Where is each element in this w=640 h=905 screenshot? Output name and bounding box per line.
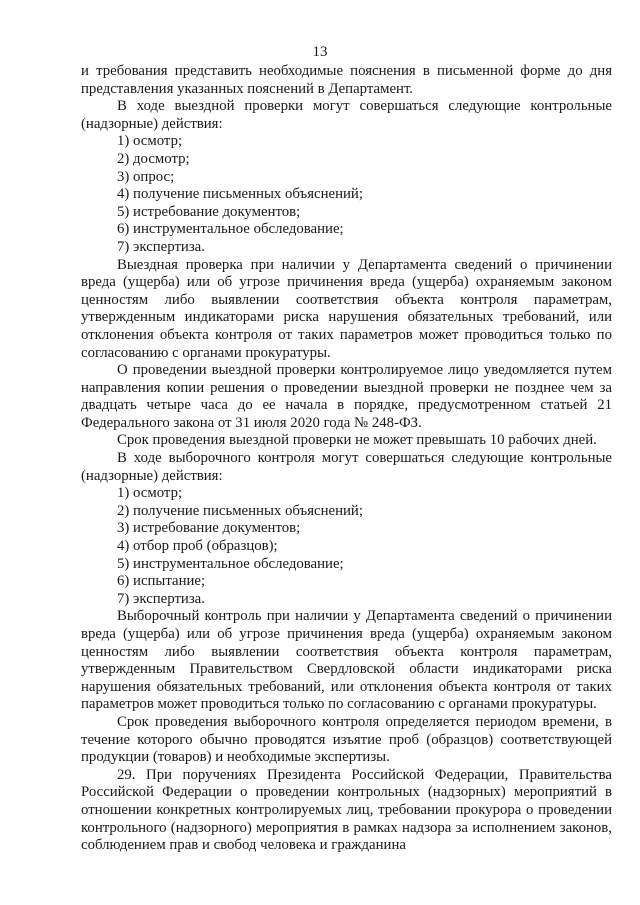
list-item: 3) истребование документов;	[117, 520, 301, 537]
document-body	[81, 63, 612, 855]
list-item: 3) опрос;	[117, 168, 175, 185]
list-item: 1) осмотр;	[117, 133, 183, 150]
paragraph: Выборочный контроль при наличии у Департамента сведений о причинении вреда (ущерба) или об угрозе причинения вреда (ущерба) охраняемым законом ценностям либо выявлении соответствия объекта контроля параметрам, утвержденным Правительством Свердловской области индикаторами риска нарушения обязательных требований, или отклонения объекта контроля от таких параметров может проводиться только по согласованию с органами прокуратуры.	[81, 608, 612, 713]
continued-paragraph: и требования представить необходимые пояснения в письменной форме до дня представления указанных пояснений в Департамент.	[81, 63, 612, 97]
list-item: 2) досмотр;	[117, 150, 190, 167]
list-item: 2) получение письменных объяснений;	[117, 502, 363, 519]
list-item: 6) испытание;	[117, 573, 206, 590]
list-item: 4) получение письменных объяснений;	[117, 186, 363, 203]
paragraph: О проведении выездной проверки контролируемое лицо уведомляется путем направления копии решения о проведении выездной проверки не позднее чем за двадцать четыре часа до ее начала в порядке, предусмотренном статьей 21 Федерального закона от 31 июля 2020 года № 248-ФЗ.	[81, 362, 612, 431]
list-item: 5) инструментальное обследование;	[117, 555, 344, 572]
list-item: 7) экспертиза.	[117, 590, 205, 607]
list-item: 4) отбор проб (образцов);	[117, 538, 278, 555]
list-item: 6) инструментальное обследование;	[117, 221, 344, 238]
paragraph: 29. При поручениях Президента Российской Федерации, Правительства Российской Федерации о проведении контрольных (надзорных) мероприятий в отношении конкретных контролируемых лиц, требовании прокурора о проведении контрольного (надзорного) мероприятия в рамках надзора за исполнением законов, соблюдением прав и свобод человека и гражданина	[81, 766, 612, 854]
paragraph: Выездная проверка при наличии у Департамента сведений о причинении вреда (ущерба) или об угрозе причинения вреда (ущерба) охраняемым законом ценностям либо выявлении соответствия объекта контроля параметрам, утвержденным индикаторами риска нарушения обязательных требований, или отклонения объекта контроля от таких параметров может проводиться только по согласованию с органами прокуратуры.	[81, 256, 612, 361]
page-number: 13	[312, 44, 328, 60]
list-item: 1) осмотр;	[117, 485, 183, 502]
list-item: 7) экспертиза.	[117, 238, 205, 255]
paragraph: В ходе выборочного контроля могут совершаться следующие контрольные (надзорные) действия:	[81, 450, 612, 484]
paragraph: В ходе выездной проверки могут совершаться следующие контрольные (надзорные) действия:	[81, 98, 612, 132]
paragraph: Срок проведения выездной проверки не может превышать 10 рабочих дней.	[117, 432, 597, 449]
list-item: 5) истребование документов;	[117, 203, 301, 220]
paragraph: Срок проведения выборочного контроля определяется периодом времени, в течение которого обычно проводятся изъятие проб (образцов) соответствующей продукции (товаров) и необходимые экспертизы.	[81, 713, 612, 766]
